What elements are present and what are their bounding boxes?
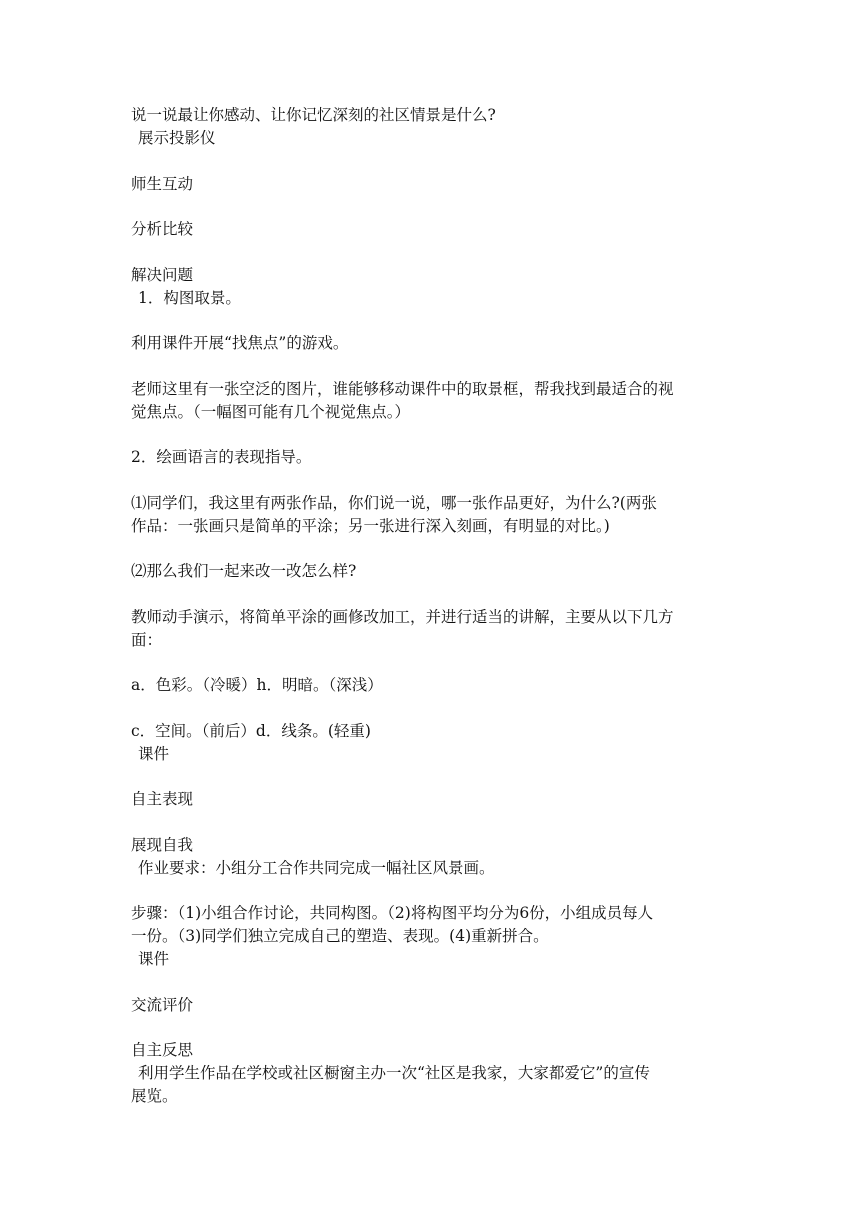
section-heading: 分析比较 [131,220,194,238]
section-heading: 解决问题 [131,266,194,284]
text-line: a．色彩。（冷暖）h．明暗。（深浅） [131,676,383,694]
text-line: 利用学生作品在学校或社区橱窗主办一次“社区是我家，大家都爱它”的宣传 [138,1064,650,1082]
text-line: 课件 [138,950,170,968]
text-line: 课件 [138,745,170,763]
section-heading: 交流评价 [131,996,194,1014]
text-line: 教师动手演示，将简单平涂的画修改加工，并进行适当的讲解，主要从以下几方 [131,608,674,626]
text-line: 觉焦点。（一幅图可能有几个视觉焦点。） [131,403,411,421]
text-line: 作品：一张画只是简单的平涂；另一张进行深入刻画，有明显的对比。) [131,517,610,535]
text-line: 展示投影仪 [138,129,216,147]
text-line: 步骤：（1)小组合作讨论，共同构图。（2)将构图平均分为6份，小组成员每人 [131,904,654,922]
text-line: 利用课件开展“找焦点”的游戏。 [131,334,349,352]
section-heading: 自主反思 [131,1041,194,1059]
text-line: ⑴同学们，我这里有两张作品，你们说一说，哪一张作品更好，为什么?(两张 [131,494,657,512]
text-line: 说一说最让你感动、让你记忆深刻的社区情景是什么? [131,106,496,124]
text-line: 老师这里有一张空泛的图片，谁能够移动课件中的取景框，帮我找到最适合的视 [131,380,674,398]
text-line: c．空间。（前后）d．线条。(轻重) [131,722,371,740]
text-line: ⑵那么我们一起来改一改怎么样? [131,562,357,580]
text-line: 1．构图取景。 [138,289,241,307]
text-line: 展览。 [131,1087,178,1105]
section-heading: 师生互动 [131,175,194,193]
text-line: 2．绘画语言的表现指导。 [131,448,312,466]
text-line: 面： [131,631,163,649]
section-heading: 自主表现 [131,790,194,808]
text-line: 一份。（3)同学们独立完成自己的塑造、表现。(4)重新拼合。 [131,927,549,945]
text-line: 作业要求：小组分工合作共同完成一幅社区风景画。 [138,859,495,877]
section-heading: 展现自我 [131,836,194,854]
